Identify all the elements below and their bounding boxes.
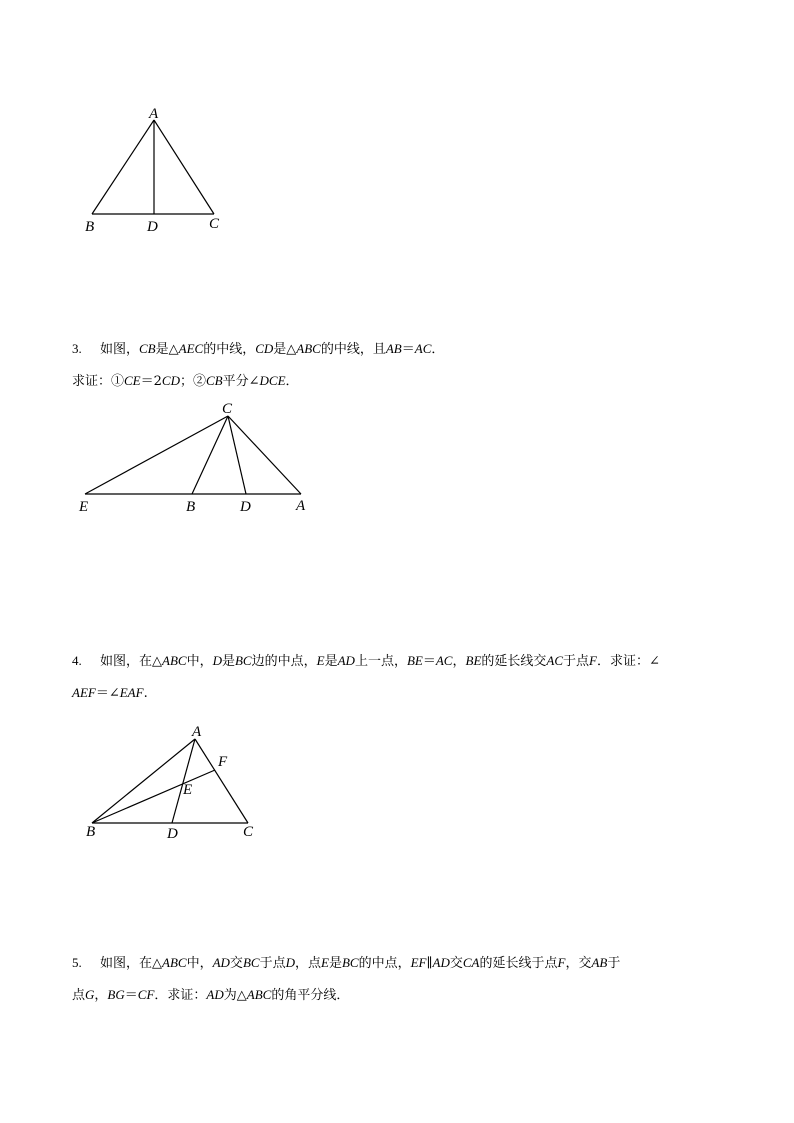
text-fragment: 边的中点， [251, 654, 317, 669]
figure-problem-3 [0, 390, 794, 530]
math-var: BC [234, 653, 252, 668]
label-b: B [85, 219, 95, 235]
segment-cb [192, 416, 228, 494]
text-fragment: ∥ [426, 956, 433, 971]
math-var: ABC [296, 341, 321, 356]
text-fragment: 于 [607, 956, 621, 971]
figure-triangle-abc-altitude [0, 0, 794, 260]
text-fragment: 的延长线交 [481, 654, 547, 669]
math-var: CB [139, 341, 156, 356]
label-b: B [86, 824, 96, 840]
text-fragment: ．求证：∠ [597, 654, 660, 669]
segment-ac [195, 739, 248, 823]
text-fragment: ＝ [401, 342, 415, 357]
text-fragment: ，点 [294, 956, 321, 971]
text-fragment: ， [452, 654, 466, 669]
text-fragment: ＝ [422, 654, 436, 669]
label-a: A [296, 498, 306, 514]
math-var: BE [406, 653, 423, 668]
problem-3-number: 3. [72, 341, 82, 356]
segment-ab [92, 739, 195, 823]
text-fragment: 于点 [563, 654, 590, 669]
figure-problem-4 [0, 715, 794, 850]
text-fragment: ． [285, 374, 299, 389]
problem-4-number: 4. [72, 653, 82, 668]
math-var: D [212, 653, 222, 668]
math-var: F [557, 955, 566, 970]
label-a: A [192, 724, 202, 740]
text-fragment: 中， [186, 956, 213, 971]
math-var: CA [462, 955, 480, 970]
math-var: DCE [259, 373, 286, 388]
segment-ac [154, 120, 214, 214]
label-e: E [79, 499, 89, 515]
math-var: BC [242, 955, 260, 970]
math-var: CD [161, 373, 180, 388]
segment-ca [228, 416, 301, 494]
label-e: E [183, 782, 193, 798]
problem-4-continuation [72, 685, 148, 702]
label-b: B [186, 499, 196, 515]
text-fragment: 交 [229, 956, 243, 971]
label-d: D [147, 219, 158, 235]
math-var: AC [435, 653, 453, 668]
text-fragment: 中， [186, 654, 213, 669]
label-c: C [209, 216, 220, 232]
problem-3-prove [72, 373, 299, 390]
text-fragment: 的角平分线． [271, 988, 350, 1003]
label-f: F [218, 754, 228, 770]
math-var: D [285, 955, 295, 970]
text-fragment: 交 [449, 956, 463, 971]
math-var: CD [255, 341, 274, 356]
math-var: E [316, 653, 325, 668]
label-d: D [167, 826, 178, 842]
segment-ce [85, 416, 228, 494]
text-fragment: ．求证： [154, 988, 207, 1003]
math-var: AC [546, 653, 564, 668]
text-fragment: 是△ [273, 342, 297, 357]
math-var: EAF [119, 685, 144, 700]
text-fragment: ． [431, 342, 445, 357]
math-var: BC [341, 955, 359, 970]
segment-ad [172, 739, 195, 823]
math-var: AEC [178, 341, 204, 356]
text-fragment: 是△ [155, 342, 179, 357]
text-fragment: 是 [324, 654, 338, 669]
math-var: AD [337, 653, 355, 668]
math-var: BG [107, 987, 125, 1002]
segment-ab [92, 120, 154, 214]
math-var: F [589, 653, 597, 668]
math-var: ABC [162, 955, 187, 970]
problem-3-statement [72, 341, 444, 358]
text-fragment: 如图，在△ [100, 654, 162, 669]
text-fragment: 是 [328, 956, 342, 971]
label-c: C [243, 824, 254, 840]
math-var: ABC [162, 653, 187, 668]
text-fragment: ， [94, 988, 108, 1003]
text-fragment: ＝ [124, 988, 138, 1003]
text-fragment: 求证：① [72, 374, 125, 389]
label-c: C [222, 401, 233, 417]
math-var: AC [414, 341, 432, 356]
math-var: AD [432, 955, 450, 970]
text-fragment: 的中线， [203, 342, 256, 357]
problem-5-continuation [72, 987, 349, 1004]
math-var: CB [206, 373, 223, 388]
text-fragment: ＝2 [140, 374, 162, 389]
math-var: AEF [72, 685, 96, 700]
text-fragment: 的中点， [358, 956, 411, 971]
segment-cd [228, 416, 246, 494]
math-var: ABC [246, 987, 272, 1002]
text-fragment: 的中线，且 [320, 342, 386, 357]
math-var: EF [410, 955, 427, 970]
text-fragment: 如图， [100, 342, 140, 357]
segment-bf [92, 770, 215, 823]
text-fragment: . [143, 686, 148, 701]
math-var: AD [212, 955, 230, 970]
math-var: G [85, 987, 95, 1002]
text-fragment: ；② [179, 374, 206, 389]
math-var: AD [206, 987, 224, 1002]
math-var: CF [137, 987, 155, 1002]
label-a: A [149, 106, 159, 122]
text-fragment: 点 [72, 988, 86, 1003]
math-var: CE [124, 373, 141, 388]
math-var: AB [385, 341, 402, 356]
math-var: E [320, 955, 329, 970]
problem-4-statement [72, 653, 660, 670]
text-fragment: 平分∠ [222, 374, 260, 389]
text-fragment: 如图，在△ [100, 956, 162, 971]
math-var: AB [591, 955, 608, 970]
text-fragment: ，交 [565, 956, 592, 971]
text-fragment: 为△ [223, 988, 247, 1003]
text-fragment: 是 [221, 654, 235, 669]
text-fragment: ＝∠ [95, 686, 120, 701]
math-var: BE [465, 653, 482, 668]
label-d: D [240, 499, 251, 515]
text-fragment: 的延长线于点 [479, 956, 558, 971]
text-fragment: 于点 [259, 956, 286, 971]
problem-5-number: 5. [72, 955, 82, 970]
problem-5-statement [72, 955, 620, 972]
text-fragment: 上一点， [354, 654, 407, 669]
